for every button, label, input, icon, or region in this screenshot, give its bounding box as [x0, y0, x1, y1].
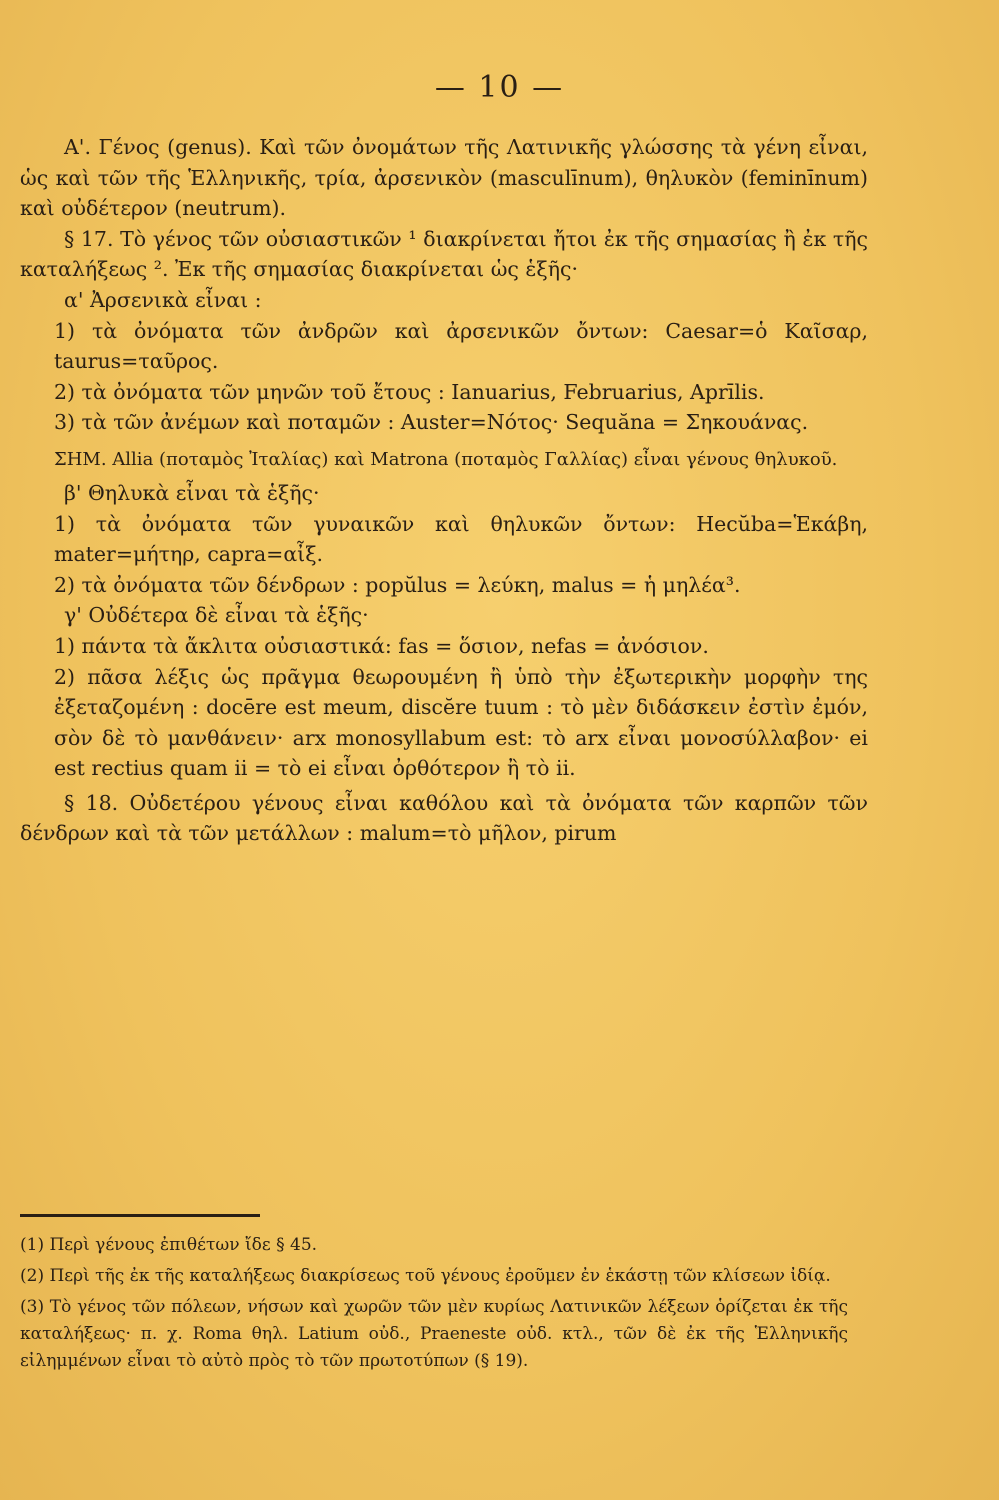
- paragraph-section-17: § 17. Τὸ γένος τῶν οὐσιαστικῶν ¹ διακρίνεται ἤτοι ἐκ τῆς σημασίας ἢ ἐκ τῆς καταλήξεως ². Ἐκ τῆς σημασίας διακρίνεται ὡς ἑξῆς·: [20, 226, 868, 282]
- footnote-3: (3) Τὸ γένος τῶν πόλεων, νήσων καὶ χωρῶν τῶν μὲν κυρίως Λατινικῶν λέξεων ὁρίζεται ἐκ τῆς καταλήξεως· π. χ. Roma θηλ. Latium οὐδ., Praeneste οὐδ. κτλ., τῶν δὲ ἐκ τῆς Ἑλληνικῆς εἰλημμένων εἶναι τὸ αὐτὸ πρὸς τὸ τῶν πρωτοτύπων (§ 19).: [20, 1297, 848, 1371]
- rule-masculine-1: 1) τὰ ὀνόματα τῶν ἀνδρῶν καὶ ἀρσενικῶν ὄντων: Caesar=ὁ Καῖσαρ, taurus=ταῦρος.: [54, 318, 868, 374]
- rule-neuter-2: 2) πᾶσα λέξις ὡς πρᾶγμα θεωρουμένη ἢ ὑπὸ τὴν ἐξωτερικὴν μορφὴν της ἐξεταζομένη : docēre est meum, discĕre tuum : τὸ μὲν διδάσκειν ἐστὶν ἐμόν, σὸν δὲ τὸ μανθάνειν· arx monosyllabum est: τὸ arx εἶναι μονοσύλλαβον· ei est rectius quam ii = τὸ ei εἶναι ὀρθότερον ἢ τὸ ii.: [54, 664, 868, 781]
- heading-masculine: α' Ἀρσενικὰ εἶναι :: [64, 287, 262, 312]
- rule-feminine-1: 1) τὰ ὀνόματα τῶν γυναικῶν καὶ θηλυκῶν ὄντων: Hecŭba=Ἑκάβη, mater=μήτηρ, capra=αἶξ.: [54, 511, 868, 567]
- heading-neuter: γ' Οὐδέτερα δὲ εἶναι τὰ ἑξῆς·: [64, 603, 369, 628]
- rule-masculine-3: 3) τὰ τῶν ἀνέμων καὶ ποταμῶν : Auster=Νότος· Sequăna = Σηκουάνας.: [54, 410, 809, 435]
- paragraph-section-18: § 18. Οὐδετέρου γένους εἶναι καθόλου καὶ τὰ ὀνόματα τῶν καρπῶν τῶν δένδρων καὶ τὰ τῶν μετάλλων : malum=τὸ μῆλον, pirum: [20, 790, 868, 846]
- page-number: — 10 —: [434, 70, 565, 105]
- paragraph-genus: Α'. Γένος (genus). Καὶ τῶν ὀνομάτων τῆς Λατινικῆς γλώσσης τὰ γένη εἶναι, ὡς καὶ τῶν τῆς Ἑλληνικῆς, τρία, ἀρσενικὸν (masculīnum), θηλυκὸν (feminīnum) καὶ οὐδέτερον (neutrum).: [20, 135, 868, 221]
- footnote-2: (2) Περὶ τῆς ἐκ τῆς καταλήξεως διακρίσεως τοῦ γένους ἐροῦμεν ἐν ἑκάστῃ τῶν κλίσεων ἰδίᾳ.: [20, 1266, 831, 1286]
- rule-feminine-2: 2) τὰ ὀνόματα τῶν δένδρων : popŭlus = λεύκη, malus = ἡ μηλέα³.: [54, 572, 741, 597]
- remark-note: ΣΗΜ. Allia (ποταμὸς Ἰταλίας) καὶ Matrona (ποταμὸς Γαλλίας) εἶναι γένους θηλυκοῦ.: [54, 448, 838, 470]
- footnote-1: (1) Περὶ γένους ἐπιθέτων ἴδε § 45.: [20, 1235, 318, 1255]
- rule-masculine-2: 2) τὰ ὀνόματα τῶν μηνῶν τοῦ ἔτους : Ianuarius, Februarius, Aprīlis.: [54, 379, 765, 404]
- main-text: [20, 132, 868, 849]
- rule-neuter-1: 1) πάντα τὰ ἄκλιτα οὐσιαστικά: fas = ὅσιον, nefas = ἀνόσιον.: [54, 633, 709, 658]
- footnotes: [20, 1232, 848, 1379]
- footnote-divider: [20, 1214, 260, 1217]
- heading-feminine: β' Θηλυκὰ εἶναι τὰ ἑξῆς·: [64, 480, 320, 505]
